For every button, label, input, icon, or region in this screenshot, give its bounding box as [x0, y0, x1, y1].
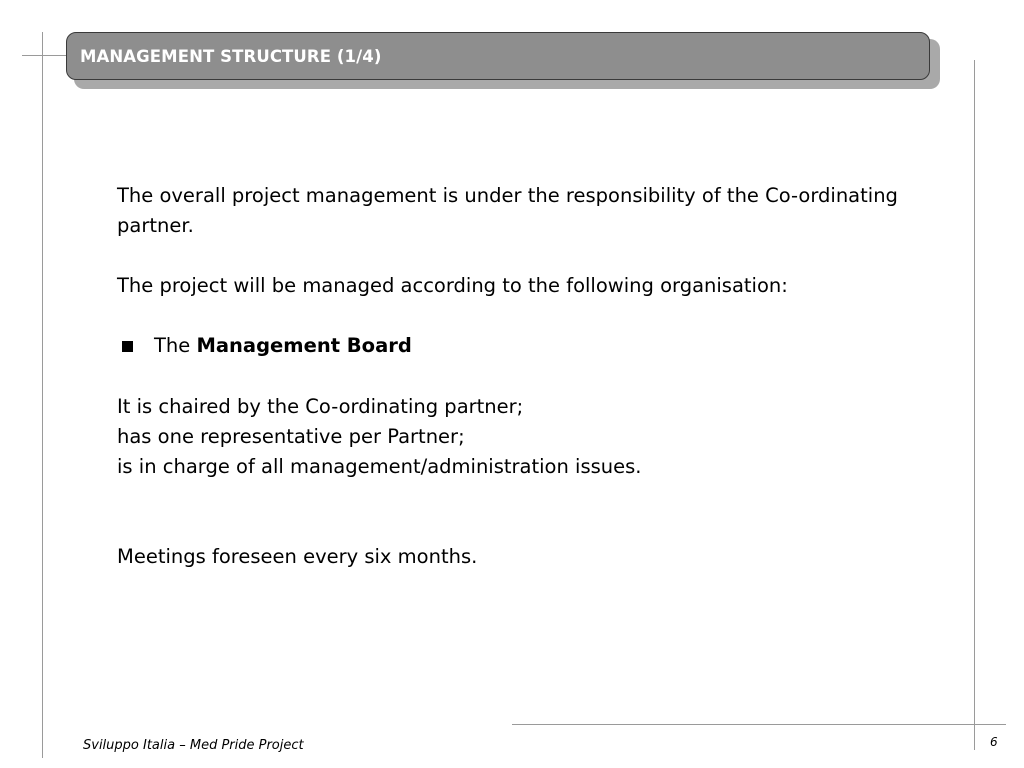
bullet-item-management-board — [154, 331, 412, 361]
square-bullet-icon — [122, 341, 133, 352]
organisation-line: The project will be managed according to the following organisation: — [117, 274, 788, 297]
detail-line-1: It is chaired by the Co-ordinating partner; — [117, 395, 524, 418]
meetings-line: Meetings foreseen every six months. — [117, 545, 478, 568]
footer-divider-line — [512, 724, 1006, 725]
top-left-tick-line — [22, 55, 68, 56]
intro-line-2: partner. — [117, 214, 194, 237]
page-title: MANAGEMENT STRUCTURE (1/4) — [80, 47, 382, 66]
footer-project-name: Sviluppo Italia – Med Pride Project — [83, 738, 304, 753]
intro-line-1: The overall project management is under the responsibility of the Co-ordinating — [117, 184, 898, 207]
left-frame-line — [42, 32, 43, 758]
right-frame-line — [974, 60, 975, 750]
bullet-emphasis: Management Board — [196, 334, 412, 357]
bullet-prefix: The — [154, 334, 191, 357]
page-number: 6 — [990, 735, 998, 749]
detail-line-2: has one representative per Partner; — [117, 425, 465, 448]
detail-line-3: is in charge of all management/administration issues. — [117, 455, 642, 478]
